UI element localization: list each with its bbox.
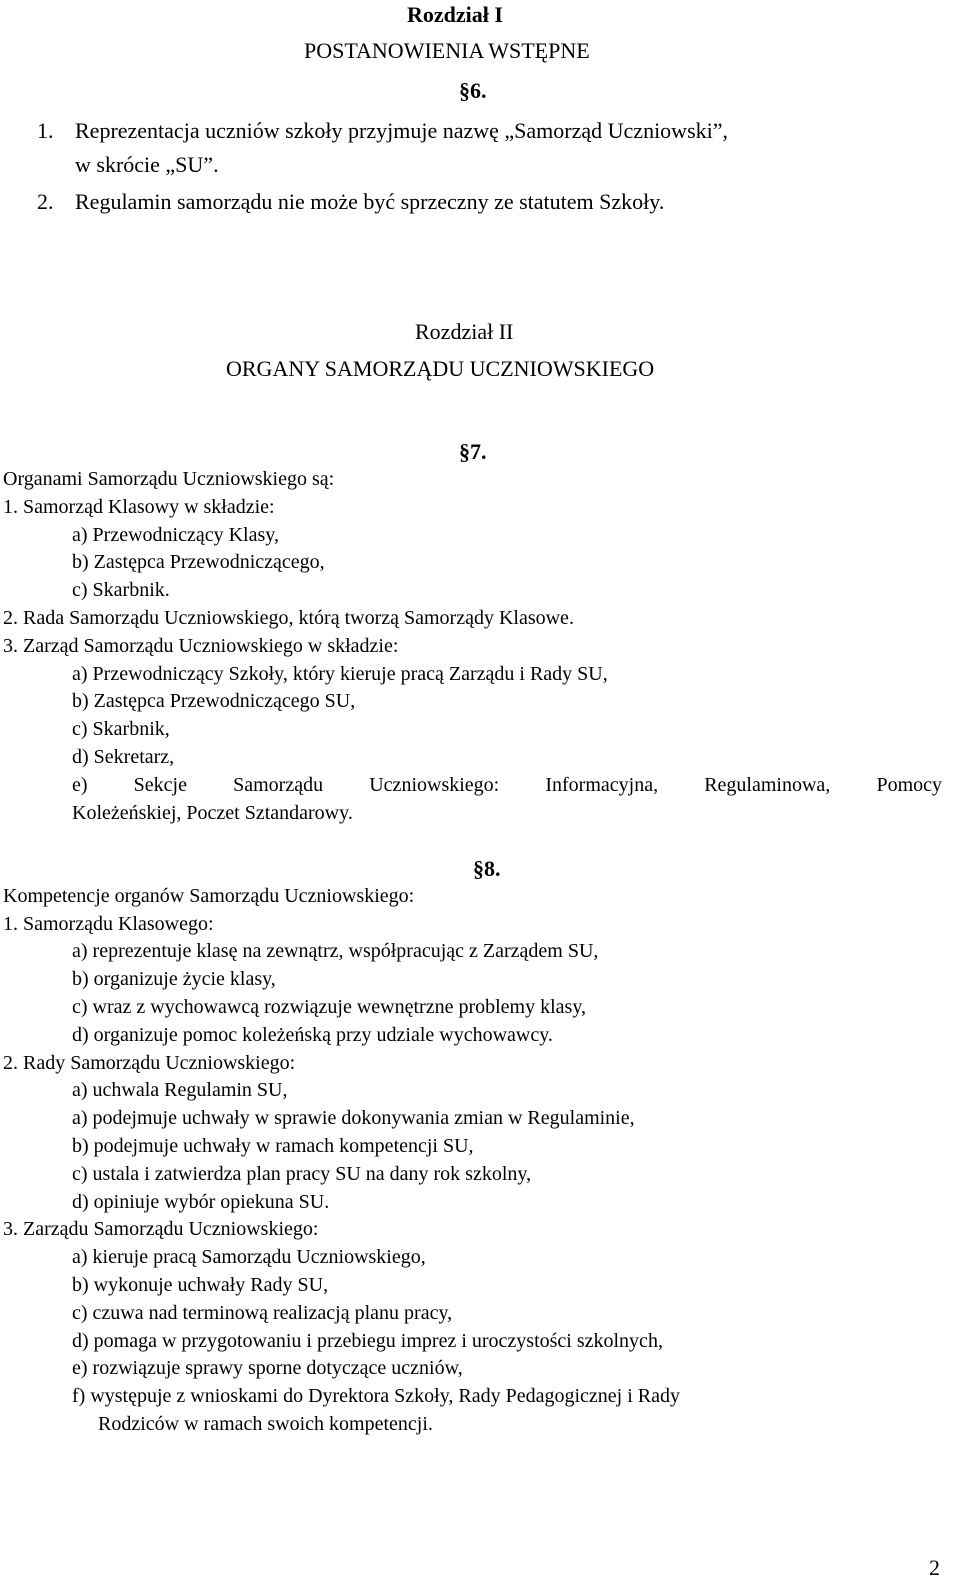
list-item: d) opiniuje wybór opiekuna SU. [72,1191,330,1213]
list-item: 3. Zarządu Samorządu Uczniowskiego: [3,1218,319,1240]
list-item: a) Przewodniczący Klasy, [72,524,279,546]
section-intro: Kompetencje organów Samorządu Uczniowskiego: [3,885,415,907]
section-intro: Organami Samorządu Uczniowskiego są: [3,468,335,490]
list-item: Koleżeńskiej, Poczet Sztandarowy. [72,802,353,824]
list-item: b) Zastępca Przewodniczącego SU, [72,690,356,712]
list-item: b) wykonuje uchwały Rady SU, [72,1274,329,1296]
list-item: w skrócie „SU”. [75,152,219,177]
list-item: f) występuje z wnioskami do Dyrektora Szkoły, Rady Pedagogicznej i Rady [72,1385,681,1407]
chapter-heading: Rozdział II [415,319,514,344]
section-number: §8. [473,856,501,881]
list-item-number: 1. [37,118,54,143]
list-item: a) podejmuje uchwały w sprawie dokonywania zmian w Regulaminie, [72,1107,635,1129]
list-item: c) ustala i zatwierdza plan pracy SU na dany rok szkolny, [72,1163,532,1185]
list-item: d) Sekretarz, [72,746,175,768]
section-number: §6. [459,78,487,103]
page-number: 2 [929,1555,940,1580]
list-item: b) Zastępca Przewodniczącego, [72,551,325,573]
list-item: 3. Zarząd Samorządu Uczniowskiego w składzie: [3,635,399,657]
list-item: b) organizuje życie klasy, [72,968,276,990]
list-item-number: 2. [37,189,54,214]
list-item: c) Skarbnik. [72,579,170,601]
list-item: Reprezentacja uczniów szkoły przyjmuje nazwę „Samorząd Uczniowski”, [75,118,729,143]
list-item: c) Skarbnik, [72,718,170,740]
list-item: a) Przewodniczący Szkoły, który kieruje pracą Zarządu i Rady SU, [72,663,608,685]
list-item: e) Sekcje Samorządu Uczniowskiego: Informacyjna, Regulaminowa, Pomocy [72,774,942,796]
chapter-title: ORGANY SAMORZĄDU UCZNIOWSKIEGO [226,356,655,381]
list-item: c) czuwa nad terminową realizacją planu pracy, [72,1302,453,1324]
list-item: a) kieruje pracą Samorządu Uczniowskiego, [72,1246,426,1268]
list-item: Rodziców w ramach swoich kompetencji. [98,1413,433,1435]
list-item: Regulamin samorządu nie może być sprzeczny ze statutem Szkoły. [75,189,665,214]
chapter-heading: Rozdział I [407,2,503,27]
list-item: 1. Samorząd Klasowy w składzie: [3,496,275,518]
list-item: e) rozwiązuje sprawy sporne dotyczące uczniów, [72,1357,463,1379]
list-item: d) organizuje pomoc koleżeńską przy udziale wychowawcy. [72,1024,553,1046]
list-item: a) reprezentuje klasę na zewnątrz, współpracując z Zarządem SU, [72,940,599,962]
list-item: a) uchwala Regulamin SU, [72,1079,288,1101]
list-item: c) wraz z wychowawcą rozwiązuje wewnętrzne problemy klasy, [72,996,587,1018]
list-item: 1. Samorządu Klasowego: [3,913,214,935]
list-item: d) pomaga w przygotowaniu i przebiegu imprez i uroczystości szkolnych, [72,1330,663,1352]
list-item: b) podejmuje uchwały w ramach kompetencji SU, [72,1135,474,1157]
list-item: 2. Rada Samorządu Uczniowskiego, którą tworzą Samorządy Klasowe. [3,607,574,629]
section-number: §7. [459,439,487,464]
chapter-title: POSTANOWIENIA WSTĘPNE [304,38,590,63]
list-item: 2. Rady Samorządu Uczniowskiego: [3,1052,296,1074]
